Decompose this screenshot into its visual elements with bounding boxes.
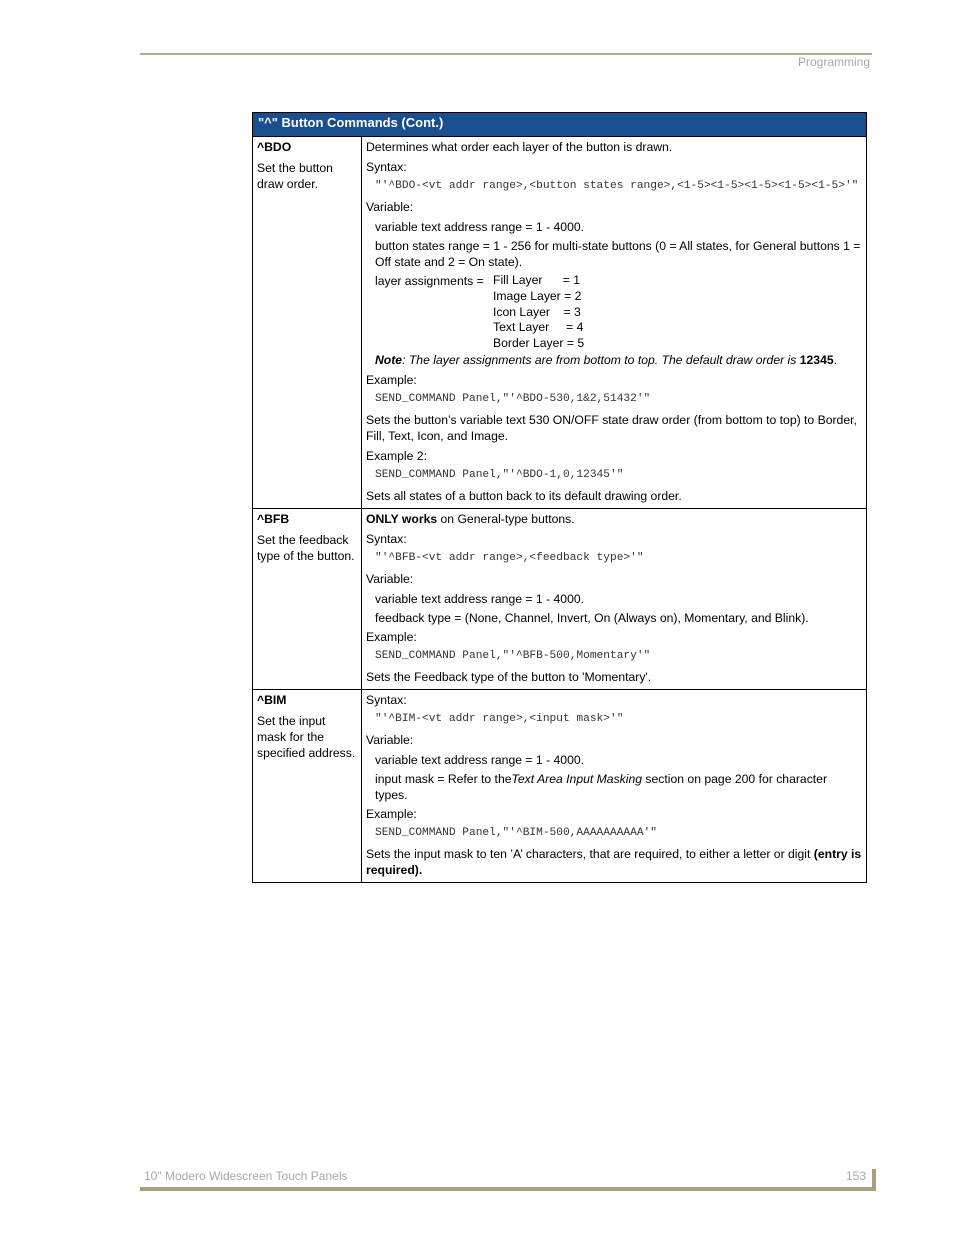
example-description: Sets the Feedback type of the button to 'Momentary'.	[366, 669, 652, 684]
section-label: Programming	[797, 55, 870, 69]
example2-code: SEND_COMMAND Panel,"'^BDO-1,0,12345'"	[375, 468, 624, 481]
command-name: ^BDO	[257, 140, 292, 154]
example2-label: Example 2:	[366, 448, 427, 463]
command-description: Set the feedback type of the button.	[257, 532, 355, 563]
example-description: Sets the button’s variable text 530 ON/OFF state draw order (from bottom to top) to Border, Fill, Text, Icon, and Image.	[366, 412, 857, 443]
example-description-bold: (entry is required).	[366, 846, 862, 877]
intro-bold: ONLY works	[366, 511, 438, 526]
variable-text: section on page 200 for character types.	[375, 771, 828, 802]
example-label: Example:	[366, 806, 417, 821]
note-end: .	[833, 352, 838, 367]
example-description	[366, 846, 862, 878]
layer-item: Border Layer = 5	[493, 336, 585, 351]
command-details	[362, 689, 867, 882]
note-value: 12345	[799, 352, 834, 367]
example2-description: Sets all states of a button back to its default drawing order.	[366, 488, 682, 503]
table-row	[253, 137, 867, 509]
example-code: SEND_COMMAND Panel,"'^BFB-500,Momentary'"	[375, 649, 651, 662]
footer-rule-tick	[872, 1169, 876, 1191]
syntax-code: "'^BFB-<vt addr range>,<feedback type>'"	[375, 551, 644, 564]
example-description-text: Sets the input mask to ten ’A’ characters, that are required, to either a letter or digit	[366, 846, 814, 861]
command-cell	[253, 689, 362, 882]
command-cell	[253, 137, 362, 509]
example-code: SEND_COMMAND Panel,"'^BDO-530,1&2,51432'"	[375, 392, 651, 405]
syntax-code: "'^BDO-<vt addr range>,<button states range>,<1-5><1-5><1-5><1-5><1-5>'"	[375, 180, 859, 192]
variable-label: Variable:	[366, 200, 414, 214]
command-cell	[253, 508, 362, 689]
command-description: Set the input mask for the specified address.	[257, 713, 356, 760]
intro-rest: on General-type buttons.	[437, 511, 575, 526]
syntax-label: Syntax:	[366, 160, 407, 174]
example-label: Example:	[366, 372, 417, 387]
variable-item: variable text address range = 1 - 4000.	[375, 591, 585, 606]
example-code: SEND_COMMAND Panel,"'^BIM-500,AAAAAAAAAA'"	[375, 826, 657, 839]
footer-rule	[140, 1187, 876, 1191]
variable-label: Variable:	[366, 732, 414, 747]
layer-item: Text Layer = 4	[493, 320, 584, 335]
cross-reference: Text Area Input Masking	[511, 771, 643, 786]
header-rule	[140, 53, 872, 55]
command-name: ^BIM	[257, 692, 287, 707]
variable-item: variable text address range = 1 - 4000.	[375, 752, 585, 767]
command-description: Set the button draw order.	[257, 161, 333, 191]
command-name: ^BFB	[257, 511, 290, 526]
variable-item: feedback type = (None, Channel, Invert, On (Always on), Momentary, and Blink).	[375, 610, 809, 625]
intro-text: Determines what order each layer of the button is drawn.	[366, 140, 673, 154]
syntax-code: "'^BIM-<vt addr range>,<input mask>'"	[375, 712, 624, 725]
example-label: Example:	[366, 629, 417, 644]
syntax-label: Syntax:	[366, 531, 407, 546]
variable-label: Variable:	[366, 571, 414, 586]
table-header-row	[253, 113, 867, 137]
table-row	[253, 689, 867, 882]
variable-item	[366, 771, 862, 803]
page-number: 153	[846, 1169, 867, 1183]
note-label: Note	[375, 352, 403, 367]
layer-assignments-label: layer assignments =	[375, 274, 484, 288]
syntax-label: Syntax:	[366, 692, 407, 707]
table-title: "^" Button Commands (Cont.)	[253, 113, 867, 137]
command-details	[362, 508, 867, 689]
layer-item: Fill Layer = 1	[493, 273, 581, 287]
note-text: : The layer assignments are from bottom to top. The default draw order is	[402, 352, 800, 367]
layer-item: Icon Layer = 3	[493, 304, 581, 319]
footer-doc-title: 10" Modero Widescreen Touch Panels	[144, 1169, 348, 1183]
variable-item: button states range = 1 - 256 for multi-state buttons (0 = All states, for General buttons 1 = Off state and 2 = On state).	[375, 239, 861, 269]
variable-text: input mask = Refer to the	[375, 771, 512, 786]
layer-item: Image Layer = 2	[493, 288, 582, 303]
button-commands-table	[252, 112, 867, 883]
table-row	[253, 508, 867, 689]
variable-item: variable text address range = 1 - 4000.	[375, 220, 585, 234]
note	[366, 352, 862, 368]
command-details	[362, 137, 867, 509]
layer-assignments	[366, 273, 862, 352]
intro-text	[366, 511, 862, 527]
